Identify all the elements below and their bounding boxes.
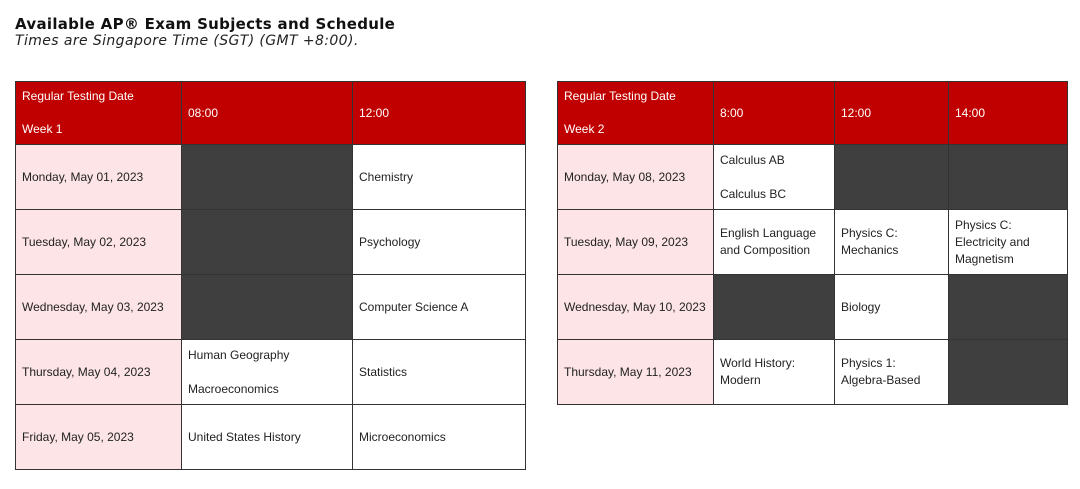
header-label: Regular Testing Date [564,89,676,103]
table-row [558,275,1068,340]
header-week: Week 2 [564,122,605,136]
subject-cell: United States History [182,405,353,470]
date-cell: Thursday, May 04, 2023 [16,340,182,405]
table-header-row [16,82,526,145]
header-label: Regular Testing Date [22,89,134,103]
date-cell: Monday, May 08, 2023 [558,145,714,210]
date-cell: Thursday, May 11, 2023 [558,340,714,405]
table-row [16,145,526,210]
subject-cell: Physics C: Mechanics [835,210,949,275]
table-row [16,275,526,340]
subject-cell: Chemistry [353,145,526,210]
subject-cell: World History: Modern [714,340,835,405]
table-row [16,210,526,275]
subject-cell: Physics C: Electricity and Magnetism [949,210,1068,275]
header-time: 08:00 [182,82,353,145]
blocked-cell [182,145,353,210]
table-row [16,340,526,405]
date-cell: Wednesday, May 10, 2023 [558,275,714,340]
week1-schedule-table [15,81,526,470]
blocked-cell [949,340,1068,405]
subject-cell [714,145,835,210]
blocked-cell [949,145,1068,210]
blocked-cell [182,210,353,275]
header-week: Week 1 [22,122,63,136]
blocked-cell [835,145,949,210]
blocked-cell [714,275,835,340]
subject-cell: Statistics [353,340,526,405]
subject-cell [182,340,353,405]
date-cell: Wednesday, May 03, 2023 [16,275,182,340]
table-row [558,145,1068,210]
date-cell: Friday, May 05, 2023 [16,405,182,470]
table-header-row [558,82,1068,145]
header-time: 12:00 [353,82,526,145]
table-row [558,210,1068,275]
subject-cell: Microeconomics [353,405,526,470]
subject-line: Human Geography [188,347,290,362]
subject-line: Calculus AB [720,152,785,167]
subject-line: Calculus BC [720,186,787,201]
subject-cell: Psychology [353,210,526,275]
header-time: 8:00 [714,82,835,145]
date-cell: Monday, May 01, 2023 [16,145,182,210]
blocked-cell [182,275,353,340]
week2-schedule-table [557,81,1068,405]
page-heading [15,15,395,50]
header-time: 14:00 [949,82,1068,145]
subject-cell: Physics 1: Algebra-Based [835,340,949,405]
subject-cell: English Language and Composition [714,210,835,275]
page-title: Available AP® Exam Subjects and Schedule [15,15,396,33]
subject-line: Macroeconomics [188,381,279,396]
header-date-cell [16,82,182,145]
page-subtitle: Times are Singapore Time (SGT) (GMT +8:00). [15,33,359,49]
header-time: 12:00 [835,82,949,145]
date-cell: Tuesday, May 02, 2023 [16,210,182,275]
subject-cell: Biology [835,275,949,340]
table-row [558,340,1068,405]
blocked-cell [949,275,1068,340]
subject-cell: Computer Science A [353,275,526,340]
date-cell: Tuesday, May 09, 2023 [558,210,714,275]
header-date-cell [558,82,714,145]
table-row [16,405,526,470]
